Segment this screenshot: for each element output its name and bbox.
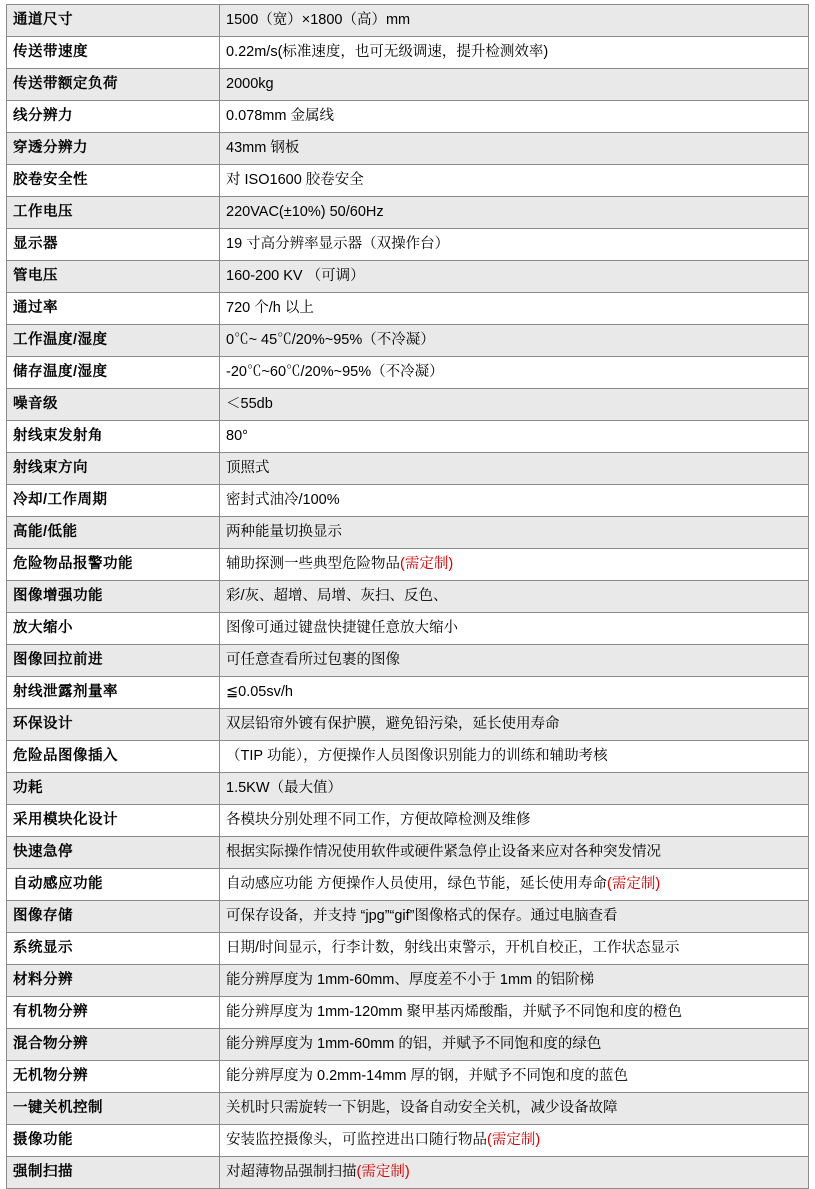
spec-label: 有机物分辨 (7, 997, 220, 1029)
spec-label: 线分辨力 (7, 101, 220, 133)
spec-value-text: -20℃~60℃/20%~95%（不冷凝） (226, 364, 444, 381)
table-body (7, 5, 809, 1189)
spec-value-text: 0℃~ 45℃/20%~95%（不冷凝） (226, 332, 435, 349)
table-row (7, 805, 809, 837)
spec-value-note: (需定制) (356, 1164, 410, 1181)
spec-value-text: 两种能量切换显示 (226, 524, 342, 541)
spec-value-note: (需定制) (487, 1132, 541, 1149)
spec-value (220, 741, 809, 773)
spec-value (220, 901, 809, 933)
table-row (7, 1157, 809, 1189)
spec-value-text: 160-200 KV （可调） (226, 268, 365, 285)
spec-value (220, 677, 809, 709)
table-row (7, 517, 809, 549)
spec-value (220, 421, 809, 453)
spec-value-text: 43mm 钢板 (226, 140, 300, 157)
spec-value (220, 1029, 809, 1061)
spec-value-text: ＜55db (226, 396, 273, 413)
spec-label: 图像存储 (7, 901, 220, 933)
spec-value (220, 869, 809, 901)
spec-value (220, 773, 809, 805)
spec-value-note: (需定制) (607, 876, 661, 893)
spec-label: 混合物分辨 (7, 1029, 220, 1061)
spec-value (220, 485, 809, 517)
spec-value-text: 顶照式 (226, 460, 270, 477)
table-row (7, 261, 809, 293)
table-row (7, 997, 809, 1029)
spec-label: 无机物分辨 (7, 1061, 220, 1093)
spec-value (220, 613, 809, 645)
table-row (7, 837, 809, 869)
spec-value-text: 720 个/h 以上 (226, 300, 314, 317)
spec-label: 采用模块化设计 (7, 805, 220, 837)
spec-value (220, 965, 809, 997)
spec-label: 功耗 (7, 773, 220, 805)
spec-value (220, 37, 809, 69)
spec-value (220, 389, 809, 421)
spec-value (220, 997, 809, 1029)
table-row (7, 5, 809, 37)
spec-value-text: 日期/时间显示，行李计数，射线出束警示，开机自校正，工作状态显示 (226, 940, 680, 957)
spec-value (220, 805, 809, 837)
table-row (7, 357, 809, 389)
spec-value (220, 645, 809, 677)
spec-value-text: 19 寸高分辨率显示器（双操作台） (226, 236, 450, 253)
spec-value-text: 能分辨厚度为 1mm-60mm、厚度差不小于 1mm 的铝阶梯 (226, 972, 595, 989)
spec-value-text: 根据实际操作情况使用软件或硬件紧急停止设备来应对各种突发情况 (226, 844, 661, 861)
spec-value-text: 能分辨厚度为 0.2mm-14mm 厚的钢，并赋予不同饱和度的蓝色 (226, 1068, 628, 1085)
table-row (7, 613, 809, 645)
spec-label: 冷却/工作周期 (7, 485, 220, 517)
spec-value (220, 709, 809, 741)
spec-label: 工作温度/湿度 (7, 325, 220, 357)
specification-table (6, 4, 809, 1189)
spec-value-note: (需定制) (400, 556, 454, 573)
spec-value-text: （TIP 功能），方便操作人员图像识别能力的训练和辅助考核 (226, 748, 608, 765)
spec-value-text: 彩/灰、超增、局增、灰扫、反色、 (226, 588, 448, 605)
spec-label: 通道尺寸 (7, 5, 220, 37)
spec-label: 环保设计 (7, 709, 220, 741)
spec-label: 传送带额定负荷 (7, 69, 220, 101)
spec-value-text: 80° (226, 428, 248, 445)
table-row (7, 581, 809, 613)
table-row (7, 165, 809, 197)
spec-label: 工作电压 (7, 197, 220, 229)
spec-label: 一键关机控制 (7, 1093, 220, 1125)
table-row (7, 325, 809, 357)
spec-value-text: 安装监控摄像头，可监控进出口随行物品 (226, 1132, 487, 1149)
spec-label: 危险物品报警功能 (7, 549, 220, 581)
spec-label: 管电压 (7, 261, 220, 293)
table-row (7, 1029, 809, 1061)
table-row (7, 1125, 809, 1157)
table-row (7, 485, 809, 517)
spec-value (220, 101, 809, 133)
table-row (7, 677, 809, 709)
table-row (7, 965, 809, 997)
spec-value (220, 69, 809, 101)
spec-value (220, 357, 809, 389)
spec-value-text: 0.22m/s(标准速度，也可无级调速，提升检测效率) (226, 44, 549, 61)
spec-label: 图像增强功能 (7, 581, 220, 613)
table-row (7, 133, 809, 165)
spec-value (220, 517, 809, 549)
spec-value-text: 自动感应功能 方便操作人员使用，绿色节能，延长使用寿命 (226, 876, 608, 893)
spec-value-text: 1.5KW（最大值） (226, 780, 343, 797)
table-row (7, 933, 809, 965)
spec-value (220, 325, 809, 357)
table-row (7, 229, 809, 261)
spec-label: 显示器 (7, 229, 220, 261)
spec-label: 噪音级 (7, 389, 220, 421)
spec-value-text: 能分辨厚度为 1mm-120mm 聚甲基丙烯酸酯，并赋予不同饱和度的橙色 (226, 1004, 682, 1021)
spec-value (220, 837, 809, 869)
spec-label: 系统显示 (7, 933, 220, 965)
table-row (7, 69, 809, 101)
spec-label: 危险品图像插入 (7, 741, 220, 773)
spec-label: 材料分辨 (7, 965, 220, 997)
spec-label: 通过率 (7, 293, 220, 325)
spec-value (220, 261, 809, 293)
spec-value-text: 密封式油冷/100% (226, 492, 340, 509)
table-row (7, 101, 809, 133)
spec-label: 高能/低能 (7, 517, 220, 549)
spec-value-text: 图像可通过键盘快捷键任意放大缩小 (226, 620, 458, 637)
spec-label: 强制扫描 (7, 1157, 220, 1189)
table-row (7, 645, 809, 677)
spec-value (220, 933, 809, 965)
spec-value (220, 229, 809, 261)
spec-value-text: 可任意查看所过包裹的图像 (226, 652, 400, 669)
spec-value-text: 0.078mm 金属线 (226, 108, 334, 125)
spec-label: 摄像功能 (7, 1125, 220, 1157)
table-row (7, 773, 809, 805)
spec-label: 穿透分辨力 (7, 133, 220, 165)
spec-label: 放大缩小 (7, 613, 220, 645)
spec-value (220, 293, 809, 325)
spec-value (220, 197, 809, 229)
spec-value (220, 165, 809, 197)
spec-label: 射线泄露剂量率 (7, 677, 220, 709)
spec-label: 传送带速度 (7, 37, 220, 69)
spec-value-text: 各模块分别处理不同工作，方便故障检测及维修 (226, 812, 531, 829)
spec-label: 图像回拉前进 (7, 645, 220, 677)
spec-value (220, 5, 809, 37)
spec-label: 储存温度/湿度 (7, 357, 220, 389)
spec-value (220, 581, 809, 613)
table-row (7, 421, 809, 453)
spec-value-text: 1500（宽）×1800（高）mm (226, 12, 411, 29)
spec-value (220, 1125, 809, 1157)
table-row (7, 869, 809, 901)
table-row (7, 197, 809, 229)
spec-value (220, 453, 809, 485)
spec-label: 胶卷安全性 (7, 165, 220, 197)
spec-value-text: 双层铅帘外镀有保护膜，避免铅污染，延长使用寿命 (226, 716, 560, 733)
spec-value-text: 辅助探测一些典型危险物品 (226, 556, 400, 573)
spec-label: 自动感应功能 (7, 869, 220, 901)
table-row (7, 709, 809, 741)
spec-value (220, 1061, 809, 1093)
table-row (7, 741, 809, 773)
table-row (7, 293, 809, 325)
spec-value-text: 能分辨厚度为 1mm-60mm 的铝，并赋予不同饱和度的绿色 (226, 1036, 602, 1053)
spec-value (220, 549, 809, 581)
spec-value (220, 1157, 809, 1189)
spec-value-text: 2000kg (226, 76, 274, 93)
table-row (7, 549, 809, 581)
table-row (7, 1093, 809, 1125)
table-row (7, 453, 809, 485)
table-row (7, 1061, 809, 1093)
spec-value (220, 133, 809, 165)
table-row (7, 901, 809, 933)
table-row (7, 37, 809, 69)
spec-value (220, 1093, 809, 1125)
spec-value-text: 可保存设备，并支持 “jpg”“gif”图像格式的保存。通过电脑查看 (226, 908, 618, 925)
spec-value-text: 关机时只需旋转一下钥匙，设备自动安全关机，减少设备故障 (226, 1100, 618, 1117)
table-row (7, 389, 809, 421)
spec-label: 快速急停 (7, 837, 220, 869)
spec-label: 射线束发射角 (7, 421, 220, 453)
spec-label: 射线束方向 (7, 453, 220, 485)
spec-value-text: 对超薄物品强制扫描 (226, 1164, 357, 1181)
spec-value-text: 对 ISO1600 胶卷安全 (226, 172, 364, 189)
spec-value-text: 220VAC(±10%) 50/60Hz (226, 204, 384, 221)
spec-value-text: ≦0.05sv/h (226, 684, 293, 701)
